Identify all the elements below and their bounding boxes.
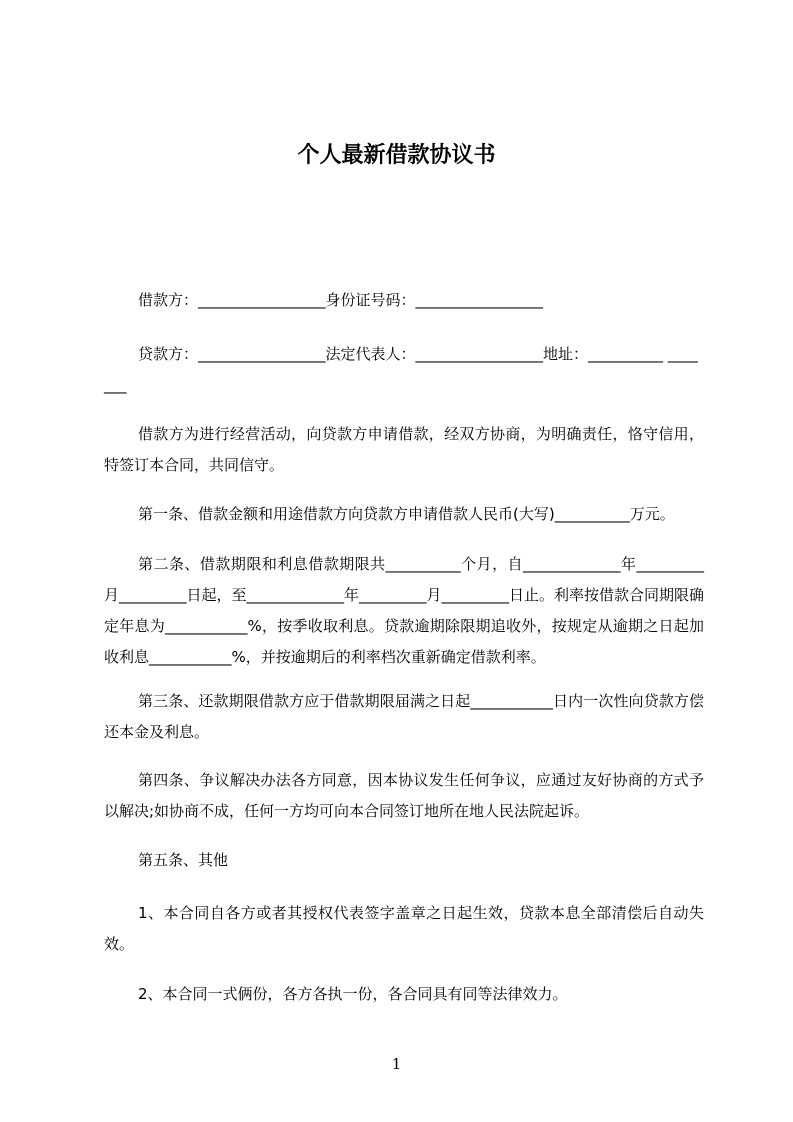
article-1: 第一条、借款金额和用途借款方向贷款方申请借款人民币(大写)__________万元。 bbox=[138, 505, 675, 523]
clause-1: 1、本合同自各方或者其授权代表签字盖章之日起生效，贷款本息全部清偿后自动失效。 bbox=[104, 904, 704, 953]
intro-paragraph: 借款方为进行经营活动，向贷款方申请借款，经双方协商，为明确责任，恪守信用，特签订本合同，共同信守。 bbox=[104, 425, 704, 474]
lender-line: 贷款方：_________________法定代表人：_________________地址：__________ _______ bbox=[104, 345, 698, 394]
article-3: 第三条、还款期限借款方应于借款期限届满之日起___________日内一次性向贷款方偿还本金及利息。 bbox=[104, 692, 704, 741]
clause-2: 2、本合同一式俩份，各方各执一份，各合同具有同等法律效力。 bbox=[138, 985, 568, 1003]
page-number: 1 bbox=[391, 1055, 402, 1073]
borrower-line: 借款方：_________________身份证号码：_________________ bbox=[138, 291, 544, 309]
article-2: 第二条、借款期限和利息借款期限共__________个月，自_____________年_________月_________日起，至_____________年_________月_________日止。利率按借款合同期限确定年息为___________%，按季收取利息。贷款逾期除限期追收外，按规定从逾期之日起加收利息___________%，并按逾期后的利率档次重新确定借款利率。 bbox=[104, 555, 705, 666]
article-5-heading: 第五条、其他 bbox=[138, 851, 229, 869]
document-title: 个人最新借款协议书 bbox=[297, 143, 496, 168]
article-4: 第四条、争议解决办法各方同意，因本协议发生任何争议，应通过友好协商的方式予以解决;如协商不成，任何一方均可向本合同签订地所在地人民法院起诉。 bbox=[104, 771, 704, 820]
